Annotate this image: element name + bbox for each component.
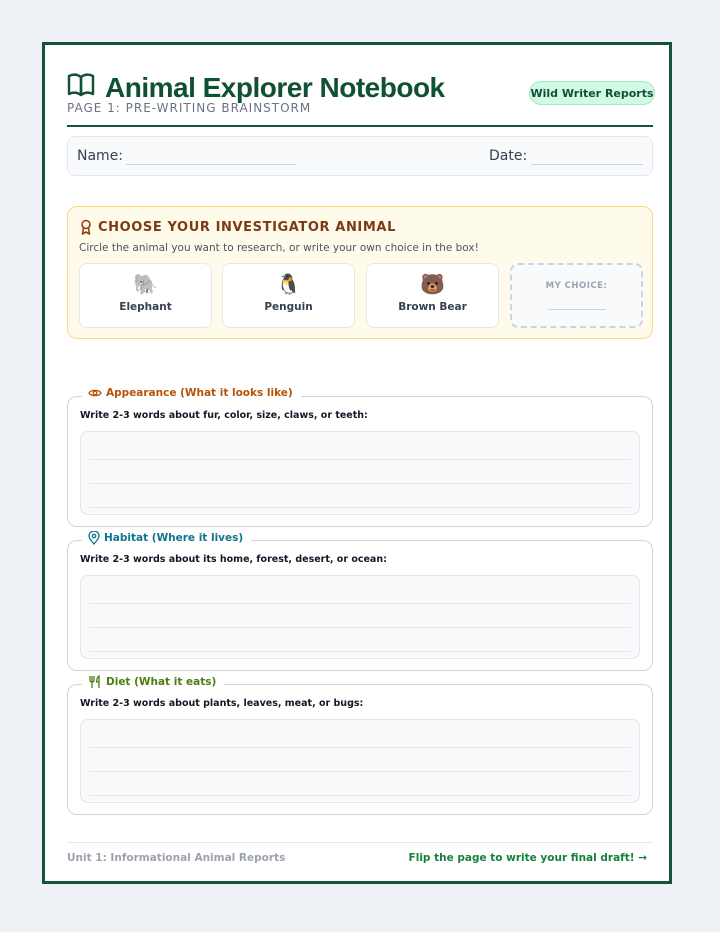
open-book-icon — [67, 73, 95, 97]
section-legend — [82, 387, 301, 399]
section-legend — [82, 675, 224, 689]
bear-icon: 🐻 — [420, 272, 445, 296]
animal-name: Penguin — [264, 301, 313, 313]
page-title: Animal Explorer Notebook — [105, 72, 445, 103]
animal-name: Brown Bear — [398, 301, 467, 313]
section-title: Appearance (What it looks like) — [106, 387, 293, 399]
section-title: Diet (What it eats) — [106, 676, 217, 688]
section-habitat — [67, 532, 653, 671]
date-label: Date: — [489, 148, 528, 164]
section-diet — [67, 676, 653, 815]
worksheet-page — [42, 42, 672, 884]
penguin-icon: 🐧 — [276, 272, 301, 296]
animal-name: Elephant — [119, 301, 172, 313]
page-subtitle: PAGE 1: PRE-WRITING BRAINSTORM — [67, 101, 312, 115]
animal-card-brown-bear[interactable] — [366, 263, 499, 328]
elephant-icon: 🐘 — [133, 272, 158, 296]
award-icon — [79, 219, 93, 235]
choose-heading: CHOOSE YOUR INVESTIGATOR ANIMAL — [98, 220, 396, 235]
my-choice-line — [548, 309, 606, 310]
diet-writing-box[interactable] — [80, 719, 640, 803]
my-choice-box[interactable] — [510, 263, 643, 328]
habitat-writing-box[interactable] — [80, 575, 640, 659]
name-line[interactable] — [126, 164, 296, 165]
header-divider — [67, 125, 653, 127]
name-label: Name: — [77, 148, 124, 164]
footer-divider — [67, 842, 653, 843]
my-choice-label: MY CHOICE: — [545, 281, 608, 291]
eye-icon — [88, 388, 102, 398]
section-prompt: Write 2-3 words about its home, forest, desert, or ocean: — [80, 554, 387, 565]
section-prompt: Write 2-3 words about plants, leaves, meat, or bugs: — [80, 698, 364, 709]
appearance-writing-box[interactable] — [80, 431, 640, 515]
series-badge: Wild Writer Reports — [529, 81, 655, 105]
date-line[interactable] — [531, 164, 643, 165]
animal-card-penguin[interactable] — [222, 263, 355, 328]
section-title: Habitat (Where it lives) — [104, 532, 244, 544]
choose-animal-panel — [67, 206, 653, 339]
choose-instructions: Circle the animal you want to research, or write your own choice in the box! — [79, 242, 479, 254]
animal-card-elephant[interactable] — [79, 263, 212, 328]
name-date-bar — [67, 136, 653, 176]
footer-next-page: Flip the page to write your final draft! → — [408, 852, 647, 864]
map-pin-icon — [88, 531, 100, 545]
footer-unit: Unit 1: Informational Animal Reports — [67, 852, 286, 864]
section-prompt: Write 2-3 words about fur, color, size, claws, or teeth: — [80, 410, 368, 421]
section-legend — [82, 531, 251, 545]
section-appearance — [67, 387, 653, 527]
utensils-icon — [88, 675, 102, 689]
